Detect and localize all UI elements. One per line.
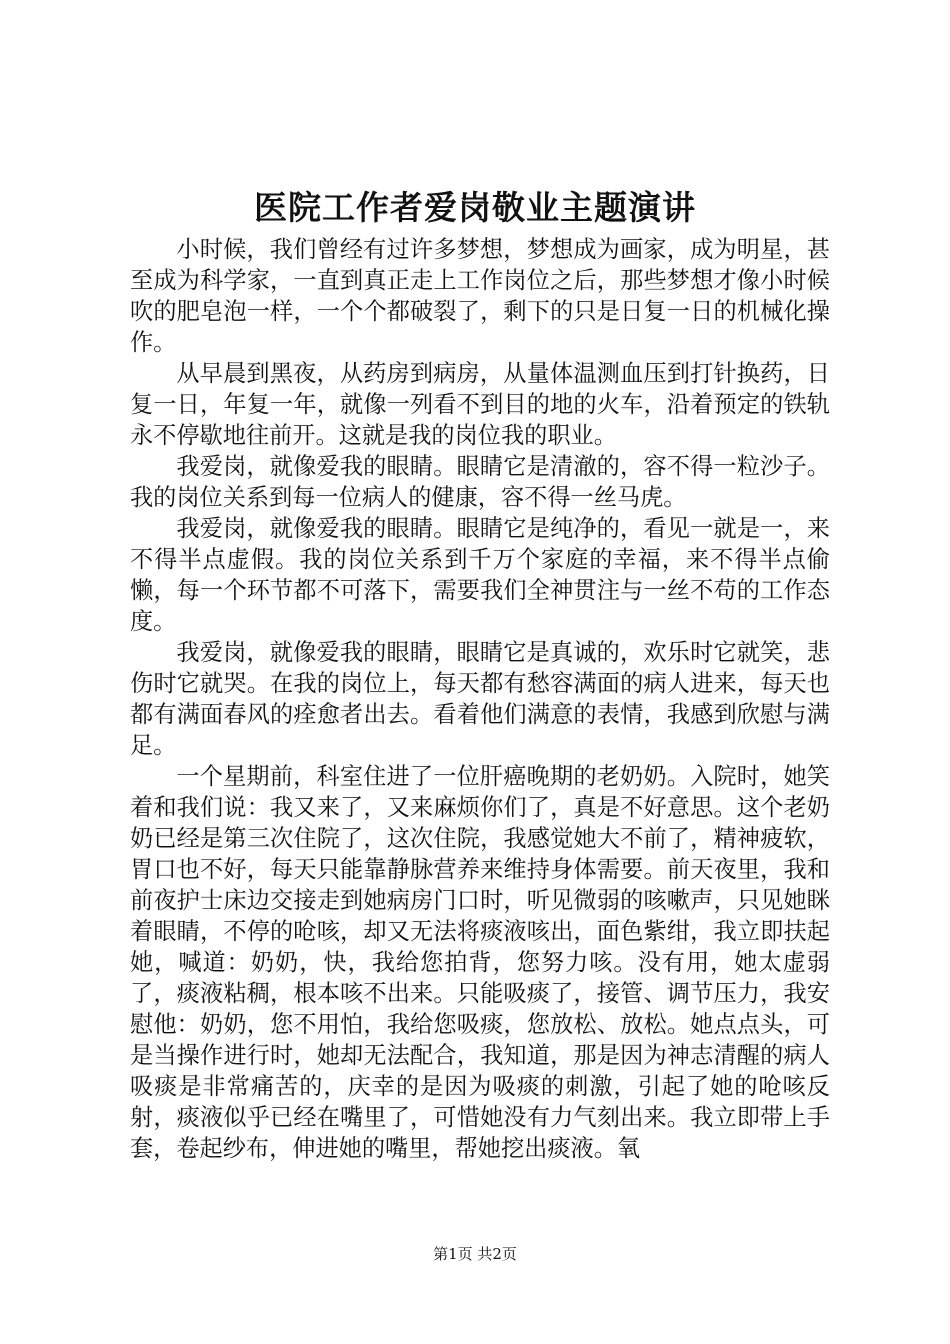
paragraph-2: 从早晨到黑夜，从药房到病房，从量体温测血压到打针换药，日复一日，年复一年，就像一列看不到目的地的火车，沿着预定的铁轨永不停歇地往前开。这就是我的岗位我的职业。 xyxy=(130,360,830,449)
paragraph-5: 我爱岗，就像爱我的眼睛，眼睛它是真诚的，欢乐时它就笑，悲伤时它就哭。在我的岗位上，每天都有愁容满面的病人进来，每天也都有满面春风的痊愈者出去。看着他们满意的表情，我感到欣慰与满足。 xyxy=(130,639,830,759)
paragraph-6: 一个星期前，科室住进了一位肝癌晚期的老奶奶。入院时，她笑着和我们说：我又来了，又来麻烦你们了，真是不好意思。这个老奶奶已经是第三次住院了，这次住院，我感觉她大不前了，精神疲软，胃口也不好，每天只能靠静脉营养来维持身体需要。前天夜里，我和前夜护士床边交接走到她病房门口时，听见微弱的咳嗽声，只见她眯着眼睛，不停的呛咳，却又无法将痰液咳出，面色紫绀，我立即扶起她，喊道：奶奶，快，我给您拍背，您努力咳。没有用，她太虚弱了，痰液粘稠，根本咳不出来。只能吸痰了，接管、调节压力，我安慰他：奶奶，您不用怕，我给您吸痰，您放松、放松。她点点头，可是当操作进行时，她却无法配合，我知道，那是因为神志清醒的病人吸痰是非常痛苦的，庆幸的是因为吸痰的刺激，引起了她的呛咳反射，痰液似乎已经在嘴里了，可惜她没有力气刻出来。我立即带上手套，卷起纱布，伸进她的嘴里，帮她挖出痰液。氧 xyxy=(130,763,830,1162)
paragraph-3: 我爱岗，就像爱我的眼睛。眼睛它是清澈的，容不得一粒沙子。我的岗位关系到每一位病人的健康，容不得一丝马虎。 xyxy=(130,453,830,511)
paragraph-4: 我爱岗，就像爱我的眼睛。眼睛它是纯净的，看见一就是一，来不得半点虚假。我的岗位关系到千万个家庭的幸福，来不得半点偷懒，每一个环节都不可落下，需要我们全神贯注与一丝不苟的工作态度。 xyxy=(130,515,830,635)
document-body xyxy=(130,234,830,1164)
paragraph-1: 小时候，我们曾经有过许多梦想，梦想成为画家，成为明星，甚至成为科学家，一直到真正走上工作岗位之后，那些梦想才像小时候吹的肥皂泡一样，一个个都破裂了，剩下的只是日复一日的机械化操作。 xyxy=(130,236,830,356)
document-title: 医院工作者爱岗敬业主题演讲 xyxy=(254,188,696,227)
page-footer: 第1页 共2页 xyxy=(433,1245,517,1263)
